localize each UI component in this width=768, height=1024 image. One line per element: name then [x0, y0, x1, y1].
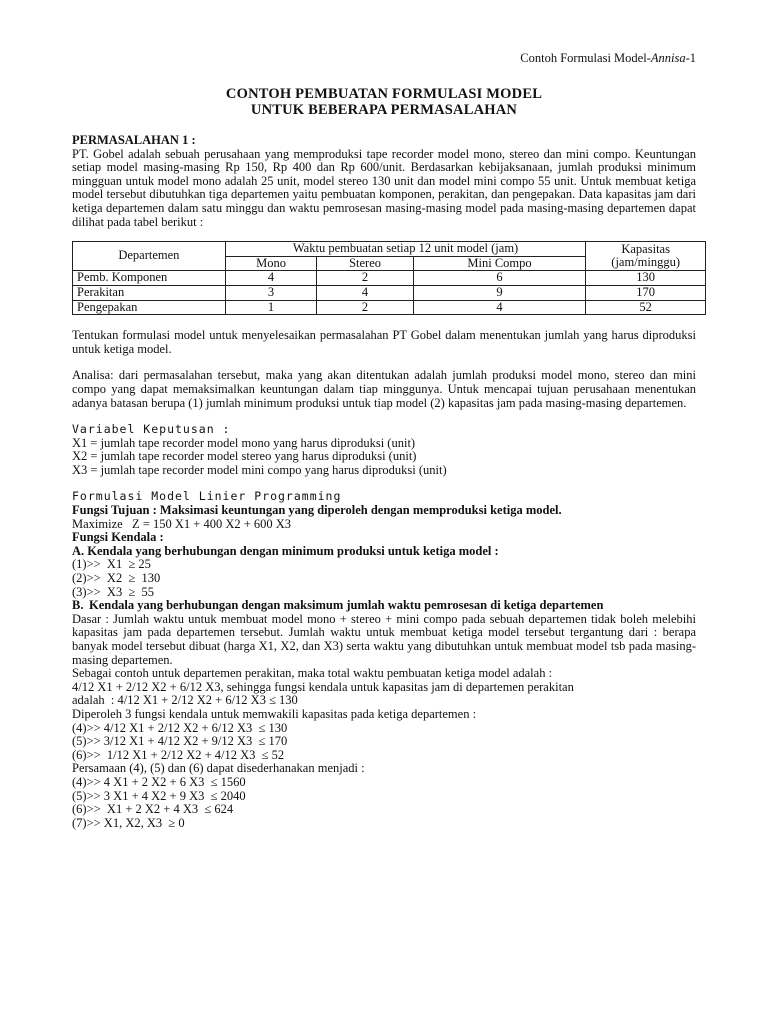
table-cell-mono: 3	[225, 285, 317, 300]
page-header	[520, 51, 696, 66]
constraints-heading: Fungsi Kendala :	[72, 530, 164, 545]
simplified-constraint: (5)>> 3 X1 + 4 X2 + 9 X3 ≤ 2040	[72, 788, 246, 803]
section-b-heading	[72, 599, 696, 613]
formulation-heading: Formulasi Model Linier Programming	[72, 489, 342, 504]
problem-heading: PERMASALAHAN 1 :	[72, 133, 196, 147]
table-cell-mono: 1	[225, 300, 317, 315]
objective-heading: Fungsi Tujuan : Maksimasi keuntungan yang diperoleh dengan memproduksi ketiga model.	[72, 503, 562, 518]
section-b-text: Kendala yang berhubungan dengan maksimum jumlah waktu pemrosesan di ketiga departemen	[89, 598, 604, 613]
constraint-item: (2)>> X2 ≥ 130	[72, 571, 161, 586]
constraint-item: (3)>> X3 ≥ 55	[72, 584, 155, 599]
example-intro: Sebagai contoh untuk departemen perakitan, maka total waktu pembuatan ketiga model adalah :	[72, 666, 553, 681]
header-page-number: -1	[685, 51, 696, 65]
header-author: Annisa	[650, 51, 686, 65]
document-title	[0, 86, 768, 118]
table-cell-mini-compo: 4	[413, 300, 586, 315]
kapasitas-unit: (jam/minggu)	[611, 255, 681, 270]
table-cell-kapasitas: 170	[586, 285, 706, 300]
variable-item: X3 = jumlah tape recorder model mini compo yang harus diproduksi (unit)	[72, 462, 447, 477]
section-a-heading: A. Kendala yang berhubungan dengan minimum produksi untuk ketiga model :	[72, 543, 499, 558]
table-header-waktu: Waktu pembuatan setiap 12 unit model (jam)	[225, 242, 586, 257]
document-body	[72, 134, 696, 830]
variable-item: X2 = jumlah tape recorder model stereo yang harus diproduksi (unit)	[72, 449, 417, 464]
problem-paragraph: PT. Gobel adalah sebuah perusahaan yang memproduksi tape recorder model mono, stereo dan mini compo. Keuntungan setiap model masing-masing Rp 150, Rp 400 dan Rp 600/unit. Berdasarkan kebijaksanaan, jumlah produksi minimum mingguan untuk model mono adalah 25 unit, model stereo 130 unit dan model mini compo 55 unit. Untuk membuat ketiga model tersebut dibutuhkan tiga departemen yaitu pembuatan komponen, perakitan, dan pengepakan. Data kapasitas jam dari ketiga departemen dalam satu minggu dan waktu pemrosesan masing-masing model pada masing-masing departemen dapat dilihat pada tabel berikut :	[72, 146, 696, 229]
variable-item: X1 = jumlah tape recorder model mono yang harus diproduksi (unit)	[72, 435, 416, 450]
kapasitas-label: Kapasitas	[621, 241, 670, 256]
table-cell-kapasitas: 52	[586, 300, 706, 315]
constraint-item: (4)>> 4/12 X1 + 2/12 X2 + 6/12 X3 ≤ 130	[72, 720, 288, 735]
table-cell-stereo: 4	[317, 285, 413, 300]
objective-function: Maximize Z = 150 X1 + 400 X2 + 600 X3	[72, 516, 292, 531]
table-cell-mini-compo: 6	[413, 271, 586, 286]
table-cell-dept: Perakitan	[73, 285, 226, 300]
constraint-item: (1)>> X1 ≥ 25	[72, 557, 151, 572]
table-cell-mono: 4	[225, 271, 317, 286]
table-row	[73, 300, 706, 315]
simplified-constraint: (7)>> X1, X2, X3 ≥ 0	[72, 815, 185, 830]
table-subheader-stereo: Stereo	[317, 256, 413, 271]
table-row	[73, 285, 706, 300]
three-constraints-intro: Diperoleh 3 fungsi kendala untuk memwakili kapasitas pada ketiga departemen :	[72, 706, 477, 721]
header-prefix: Contoh Formulasi Model-	[520, 51, 651, 65]
analysis-paragraph: Analisa: dari permasalahan tersebut, maka yang akan ditentukan adalah jumlah produksi model mono, stereo dan mini compo yang dapat memaksimalkan keuntungan dalam tiap minggunya. Untuk mencapai tujuan perusahaan menentukan adanya batasan berupa (1) jumlah minimum produksi untuk tiap model (2) kapasitas jam pada masing-masing departemen.	[72, 368, 696, 410]
table-header-kapasitas	[586, 242, 706, 271]
section-b-letter: B.	[72, 598, 84, 613]
dasar-paragraph: Dasar : Jumlah waktu untuk membuat model mono + stereo + mini compo pada sebuah departemen tidak boleh melebihi kapasitas jam pada departemen tersebut. Jumlah waktu untuk membuat ketiga model tersebut tergantung dari : berapa banyak model tersebut dibuat (harga X1, X2, dan X3) serta waktu yang dibutuhkan untuk membuat model tsb pada masing-masing departemen.	[72, 611, 696, 667]
capacity-table	[72, 241, 706, 315]
table-cell-dept: Pemb. Komponen	[73, 271, 226, 286]
table-cell-dept: Pengepakan	[73, 300, 226, 315]
question-paragraph: Tentukan formulasi model untuk menyelesaikan permasalahan PT Gobel dalam menentukan jumlah yang harus diproduksi untuk ketiga model.	[72, 328, 696, 356]
table-cell-mini-compo: 9	[413, 285, 586, 300]
example-line-1: 4/12 X1 + 2/12 X2 + 6/12 X3, sehingga fungsi kendala untuk kapasitas jam di departemen perakitan	[72, 679, 574, 694]
constraint-item: (5)>> 3/12 X1 + 4/12 X2 + 9/12 X3 ≤ 170	[72, 734, 288, 749]
table-header-departemen: Departemen	[73, 242, 226, 271]
title-line-2: UNTUK BEBERAPA PERMASALAHAN	[250, 102, 518, 118]
table-subheader-mini-compo: Mini Compo	[413, 256, 586, 271]
variables-heading: Variabel Keputusan :	[72, 422, 231, 437]
table-cell-stereo: 2	[317, 271, 413, 286]
simplify-intro: Persamaan (4), (5) dan (6) dapat disederhanakan menjadi :	[72, 761, 365, 776]
table-row	[73, 271, 706, 286]
simplified-constraint: (6)>> X1 + 2 X2 + 4 X3 ≤ 624	[72, 802, 234, 817]
simplified-constraint: (4)>> 4 X1 + 2 X2 + 6 X3 ≤ 1560	[72, 774, 246, 789]
table-subheader-mono: Mono	[225, 256, 317, 271]
title-line-1: CONTOH PEMBUATAN FORMULASI MODEL	[225, 86, 543, 102]
constraint-item: (6)>> 1/12 X1 + 2/12 X2 + 4/12 X3 ≤ 52	[72, 747, 285, 762]
table-cell-stereo: 2	[317, 300, 413, 315]
example-line-2: adalah : 4/12 X1 + 2/12 X2 + 6/12 X3 ≤ 130	[72, 693, 298, 708]
table-cell-kapasitas: 130	[586, 271, 706, 286]
